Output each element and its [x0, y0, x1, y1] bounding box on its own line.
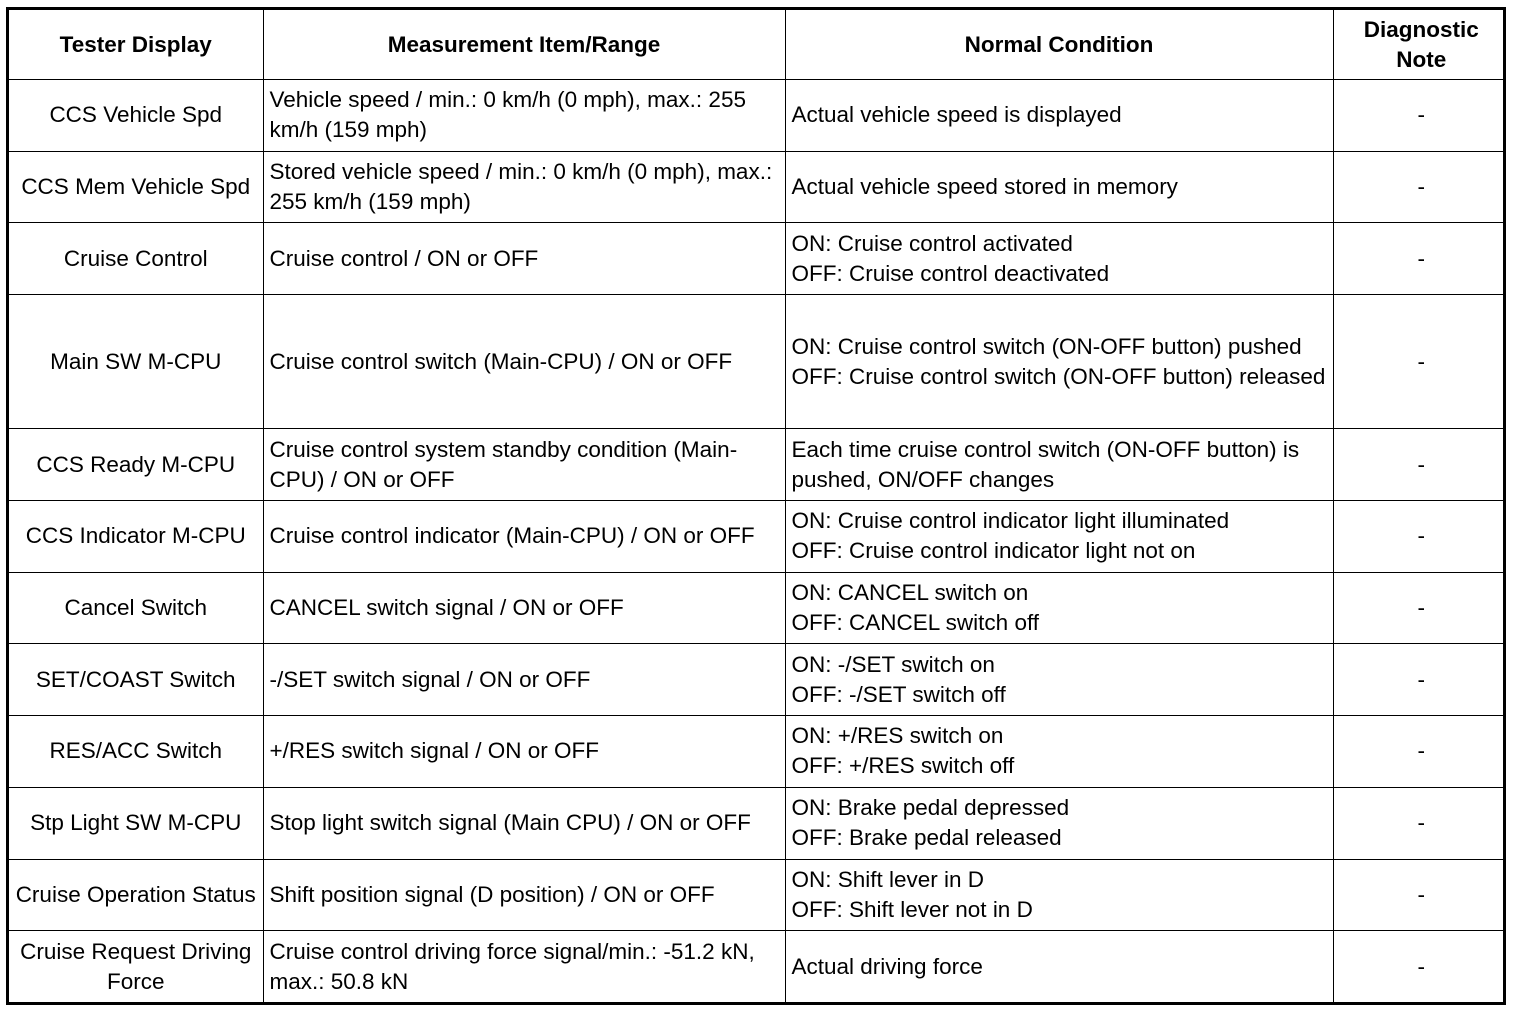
header-normal-condition: Normal Condition	[785, 10, 1333, 80]
normal-condition-cell: ON: Brake pedal depressed OFF: Brake pedal released	[785, 787, 1333, 859]
normal-condition-cell: Actual driving force	[785, 931, 1333, 1002]
diagnostic-note-cell: -	[1333, 429, 1506, 501]
normal-condition-cell: Each time cruise control switch (ON-OFF button) is pushed, ON/OFF changes	[785, 429, 1333, 501]
table-row	[9, 429, 1506, 501]
measurement-cell: CANCEL switch signal / ON or OFF	[263, 572, 785, 644]
measurement-cell: Cruise control driving force signal/min.: -51.2 kN, max.: 50.8 kN	[263, 931, 785, 1002]
normal-condition-cell: ON: +/RES switch on OFF: +/RES switch off	[785, 716, 1333, 788]
data-list-table-frame	[6, 7, 1506, 1005]
normal-condition-cell: Actual vehicle speed stored in memory	[785, 151, 1333, 223]
tester-display-cell: SET/COAST Switch	[9, 644, 263, 716]
tester-display-cell: Cruise Operation Status	[9, 859, 263, 931]
measurement-cell: Shift position signal (D position) / ON or OFF	[263, 859, 785, 931]
tester-display-cell: Cruise Control	[9, 223, 263, 295]
table-row	[9, 859, 1506, 931]
measurement-cell: Cruise control / ON or OFF	[263, 223, 785, 295]
measurement-cell: Cruise control indicator (Main-CPU) / ON or OFF	[263, 501, 785, 573]
diagnostic-note-cell: -	[1333, 572, 1506, 644]
table-row	[9, 644, 1506, 716]
tester-display-cell: Main SW M-CPU	[9, 295, 263, 429]
normal-condition-cell: Actual vehicle speed is displayed	[785, 80, 1333, 152]
table-header-row	[9, 10, 1506, 80]
tester-display-cell: Cruise Request Driving Force	[9, 931, 263, 1002]
measurement-cell: Stop light switch signal (Main CPU) / ON or OFF	[263, 787, 785, 859]
header-tester-display: Tester Display	[9, 10, 263, 80]
tester-display-cell: RES/ACC Switch	[9, 716, 263, 788]
table-row	[9, 501, 1506, 573]
normal-condition-cell: ON: Cruise control indicator light illuminated OFF: Cruise control indicator light not on	[785, 501, 1333, 573]
diagnostic-note-cell: -	[1333, 501, 1506, 573]
diagnostic-note-cell: -	[1333, 859, 1506, 931]
table-row	[9, 223, 1506, 295]
header-diagnostic-note: Diagnostic Note	[1333, 10, 1506, 80]
diagnostic-note-cell: -	[1333, 80, 1506, 152]
diagnostic-note-cell: -	[1333, 223, 1506, 295]
diagnostic-note-cell: -	[1333, 787, 1506, 859]
header-measurement-item-range: Measurement Item/Range	[263, 10, 785, 80]
tester-display-cell: CCS Ready M-CPU	[9, 429, 263, 501]
diagnostic-note-cell: -	[1333, 295, 1506, 429]
data-list-table	[9, 10, 1506, 1002]
measurement-cell: -/SET switch signal / ON or OFF	[263, 644, 785, 716]
measurement-cell: Vehicle speed / min.: 0 km/h (0 mph), max.: 255 km/h (159 mph)	[263, 80, 785, 152]
normal-condition-cell: ON: Cruise control activated OFF: Cruise control deactivated	[785, 223, 1333, 295]
diagnostic-note-cell: -	[1333, 931, 1506, 1002]
tester-display-cell: CCS Vehicle Spd	[9, 80, 263, 152]
normal-condition-cell: ON: CANCEL switch on OFF: CANCEL switch off	[785, 572, 1333, 644]
diagnostic-note-cell: -	[1333, 151, 1506, 223]
tester-display-cell: Cancel Switch	[9, 572, 263, 644]
normal-condition-cell: ON: Cruise control switch (ON-OFF button) pushed OFF: Cruise control switch (ON-OFF button) released	[785, 295, 1333, 429]
tester-display-cell: Stp Light SW M-CPU	[9, 787, 263, 859]
table-row	[9, 295, 1506, 429]
table-row	[9, 931, 1506, 1002]
measurement-cell: Stored vehicle speed / min.: 0 km/h (0 mph), max.: 255 km/h (159 mph)	[263, 151, 785, 223]
tester-display-cell: CCS Indicator M-CPU	[9, 501, 263, 573]
tester-display-cell: CCS Mem Vehicle Spd	[9, 151, 263, 223]
diagnostic-note-cell: -	[1333, 716, 1506, 788]
table-row	[9, 151, 1506, 223]
measurement-cell: Cruise control system standby condition (Main-CPU) / ON or OFF	[263, 429, 785, 501]
table-row	[9, 572, 1506, 644]
measurement-cell: +/RES switch signal / ON or OFF	[263, 716, 785, 788]
table-row	[9, 787, 1506, 859]
normal-condition-cell: ON: Shift lever in D OFF: Shift lever not in D	[785, 859, 1333, 931]
normal-condition-cell: ON: -/SET switch on OFF: -/SET switch off	[785, 644, 1333, 716]
diagnostic-note-cell: -	[1333, 644, 1506, 716]
table-row	[9, 716, 1506, 788]
table-row	[9, 80, 1506, 152]
measurement-cell: Cruise control switch (Main-CPU) / ON or OFF	[263, 295, 785, 429]
